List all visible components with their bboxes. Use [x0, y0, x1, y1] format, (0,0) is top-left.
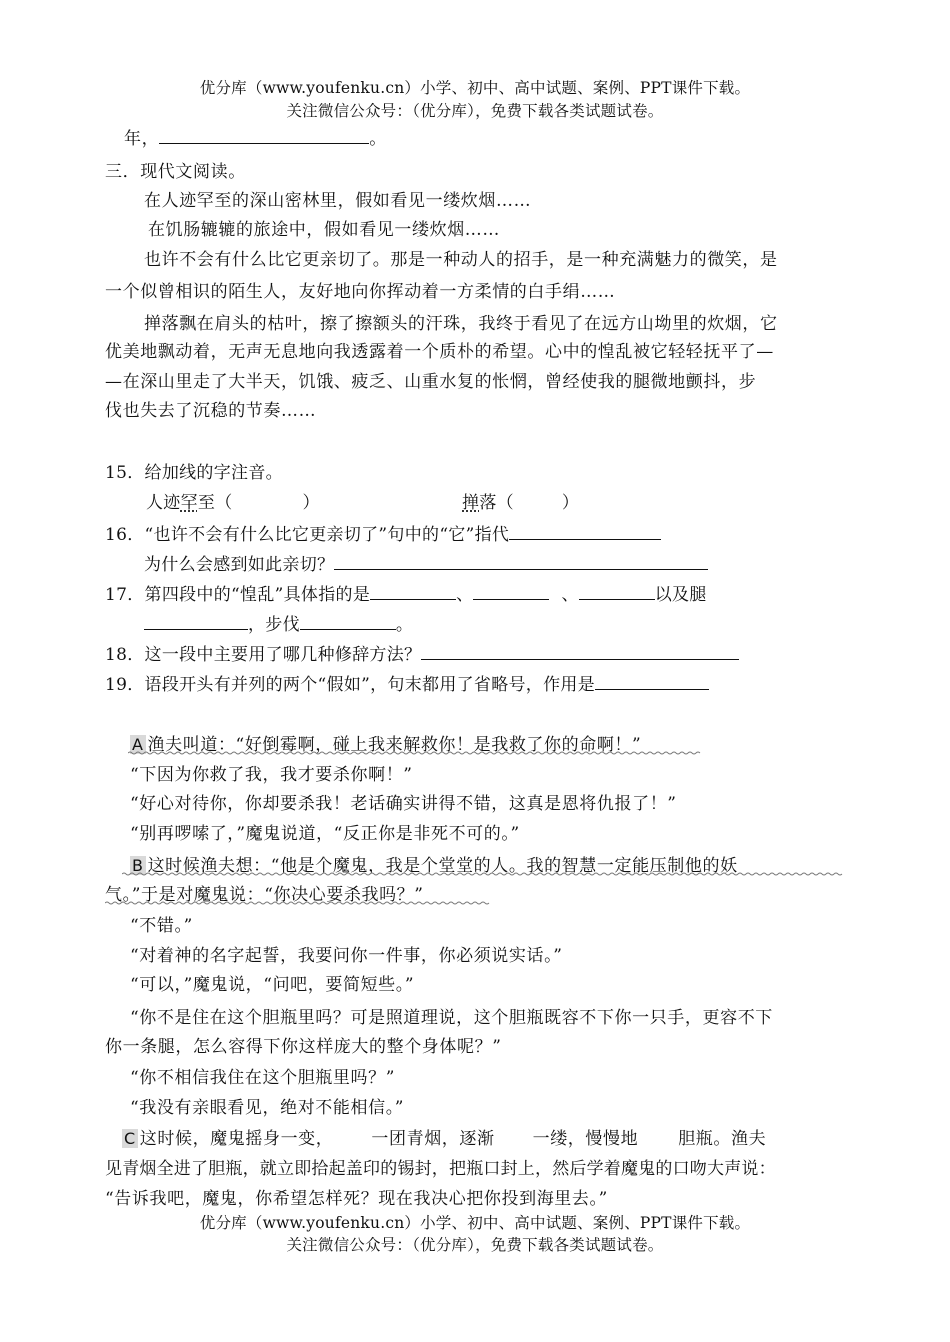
answer-blank[interactable]: [159, 129, 369, 144]
q17-text-mid: ，步伐: [248, 615, 300, 635]
story-a-text: 渔夫叫道：“好倒霉啊，碰上我来解救你！是我救了你的命啊！”: [147, 735, 642, 755]
paragraph-4-line-2: 优美地飘动着，无声无息地向我透露着一个质朴的希望。心中的惶乱被它轻轻抚平了—: [105, 342, 774, 362]
wavy-underline-a: [128, 751, 703, 755]
q16-text: 16．“也许不会有什么比它更亲切了”句中的“它”指代: [105, 525, 510, 545]
q15-a-close: ）: [302, 493, 320, 513]
q17-sep-1: 、: [456, 585, 474, 605]
story-line-3: “好心对待你，你却要杀我！老话确实讲得不错，这真是恩将仇报了！”: [130, 794, 677, 814]
q16-blank-2[interactable]: [334, 555, 708, 570]
story-c-text-a: 这时候，魔鬼摇身一变，: [139, 1129, 334, 1149]
q17-blank-3[interactable]: [579, 585, 655, 600]
wavy-underline-b-2: [105, 901, 490, 905]
paragraph-1: 在人迹罕至的深山密林里，假如看见一缕炊烟……: [144, 191, 532, 211]
header-line-2: 关注微信公众号：（优分库），免费下载各类试题试卷。: [286, 102, 664, 120]
story-line-c-1: [122, 1124, 766, 1149]
story-line-9-2: 你一条腿，怎么容得下你这样庞大的整个身体呢？”: [105, 1037, 502, 1057]
question-17-line-1: [105, 580, 707, 605]
q15-b-post: 落（: [479, 493, 514, 513]
paragraph-3-line-1: 也许不会有什么比它更亲切了。那是一种动人的招手，是一种充满魅力的微笑，是: [144, 250, 778, 270]
q19-blank[interactable]: [595, 675, 709, 690]
q16-text-2: 为什么会感到如此亲切？: [144, 555, 335, 575]
marker-a: A: [132, 735, 144, 754]
story-line-b-2: 气。”于是对魔鬼说：“你决心要杀我吗？”: [105, 885, 424, 905]
question-15-b: [462, 488, 579, 513]
footer-line-1: 优分库（www.youfenku.cn）小学、初中、高中试题、案例、PPT课件下载。: [199, 1214, 751, 1232]
story-line-10: “你不相信我住在这个胆瓶里吗？”: [130, 1068, 395, 1088]
section-title: 三．现代文阅读。: [105, 162, 246, 182]
top-line-prefix: 年，: [124, 129, 160, 149]
question-15-label: 15．给加线的字注音。: [105, 463, 283, 483]
marker-b: B: [132, 856, 144, 875]
story-line-7: “对着神的名字起誓，我要问你一件事，你必须说实话。”: [130, 946, 563, 966]
footer-line-2: 关注微信公众号：（优分库），免费下载各类试题试卷。: [286, 1236, 664, 1254]
q15-b-close: ）: [561, 493, 580, 513]
story-line-8: “可以，”魔鬼说，“问吧，要简短些。”: [130, 975, 415, 995]
q17-blank-2[interactable]: [473, 585, 549, 600]
q16-blank-1[interactable]: [509, 525, 661, 540]
q15-a-post: 至（: [197, 493, 233, 513]
story-line-c-3: “告诉我吧，魔鬼，你希望怎样死？现在我决心把你投到海里去。”: [105, 1189, 608, 1209]
top-line: [124, 124, 387, 149]
question-16-line-1: [105, 520, 661, 545]
header-line-1: 优分库（www.youfenku.cn）小学、初中、高中试题、案例、PPT课件下载。: [199, 79, 751, 97]
story-c-text-d: 胆瓶。渔夫: [678, 1129, 767, 1149]
wavy-underline-b-1: [122, 872, 844, 876]
q19-text: 19．语段开头有并列的两个“假如”，句末都用了省略号，作用是: [105, 675, 596, 695]
q17-blank-1[interactable]: [370, 585, 456, 600]
question-19: [105, 670, 709, 695]
question-15-a: [146, 488, 320, 513]
paragraph-4-line-4: 伐也失去了沉稳的节奏……: [105, 401, 317, 421]
q15-a-pre: 人迹: [146, 493, 181, 513]
paragraph-3-line-2: 一个似曾相识的陌生人，友好地向你挥动着一方柔情的白手绢……: [105, 282, 616, 302]
story-line-6: “不错。”: [130, 916, 193, 936]
question-17-line-2: [144, 610, 413, 635]
story-b-text-1: 这时候渔夫想：“他是个魔鬼，我是个堂堂的人。我的智慧一定能压制他的妖: [147, 856, 738, 876]
q15-b-marked-char: 掸: [462, 493, 480, 513]
story-line-4: “别再啰嗦了，”魔鬼说道，“反正你是非死不可的。”: [130, 824, 520, 844]
paragraph-2: 在饥肠辘辘的旅途中，假如看见一缕炊烟……: [148, 220, 500, 240]
q18-text: 18．这一段中主要用了哪几种修辞方法？: [105, 645, 422, 665]
q17-blank-4[interactable]: [144, 615, 248, 630]
q17-text: 17．第四段中的“惶乱”具体指的是: [105, 585, 371, 605]
q18-blank[interactable]: [421, 645, 739, 660]
q17-text-end: 。: [395, 615, 414, 635]
q17-blank-5[interactable]: [300, 615, 396, 630]
q15-a-marked-char: 罕: [180, 493, 198, 513]
top-line-suffix: 。: [369, 129, 387, 149]
paragraph-4-line-1: 掸落飘在肩头的枯叶，擦了擦额头的汗珠，我终于看见了在远方山坳里的炊烟，它: [144, 314, 778, 334]
paragraph-4-line-3: —在深山里走了大半天，饥饿、疲乏、山重水复的怅惘，曾经使我的腿微地颤抖，步: [105, 372, 757, 392]
story-line-9-1: “你不是住在这个胆瓶里吗？可是照道理说，这个胆瓶既容不下你一只手，更容不下: [130, 1008, 773, 1028]
story-c-text-c: 一缕，慢慢地: [532, 1129, 639, 1149]
question-16-line-2: [144, 550, 708, 575]
story-line-c-2: 见青烟全进了胆瓶，就立即拾起盖印的锡封，把瓶口封上，然后学着魔鬼的口吻大声说：: [105, 1159, 776, 1179]
question-18: [105, 640, 739, 665]
q17-sep-2: 、: [561, 585, 579, 605]
story-line-2: “下因为你救了我，我才要杀你啊！”: [130, 765, 413, 785]
q17-text-post: 以及腿: [654, 585, 707, 605]
marker-c: C: [124, 1129, 136, 1148]
story-c-text-b: 一团青烟，逐渐: [371, 1129, 495, 1149]
story-line-11: “我没有亲眼看见，绝对不能相信。”: [130, 1098, 405, 1118]
